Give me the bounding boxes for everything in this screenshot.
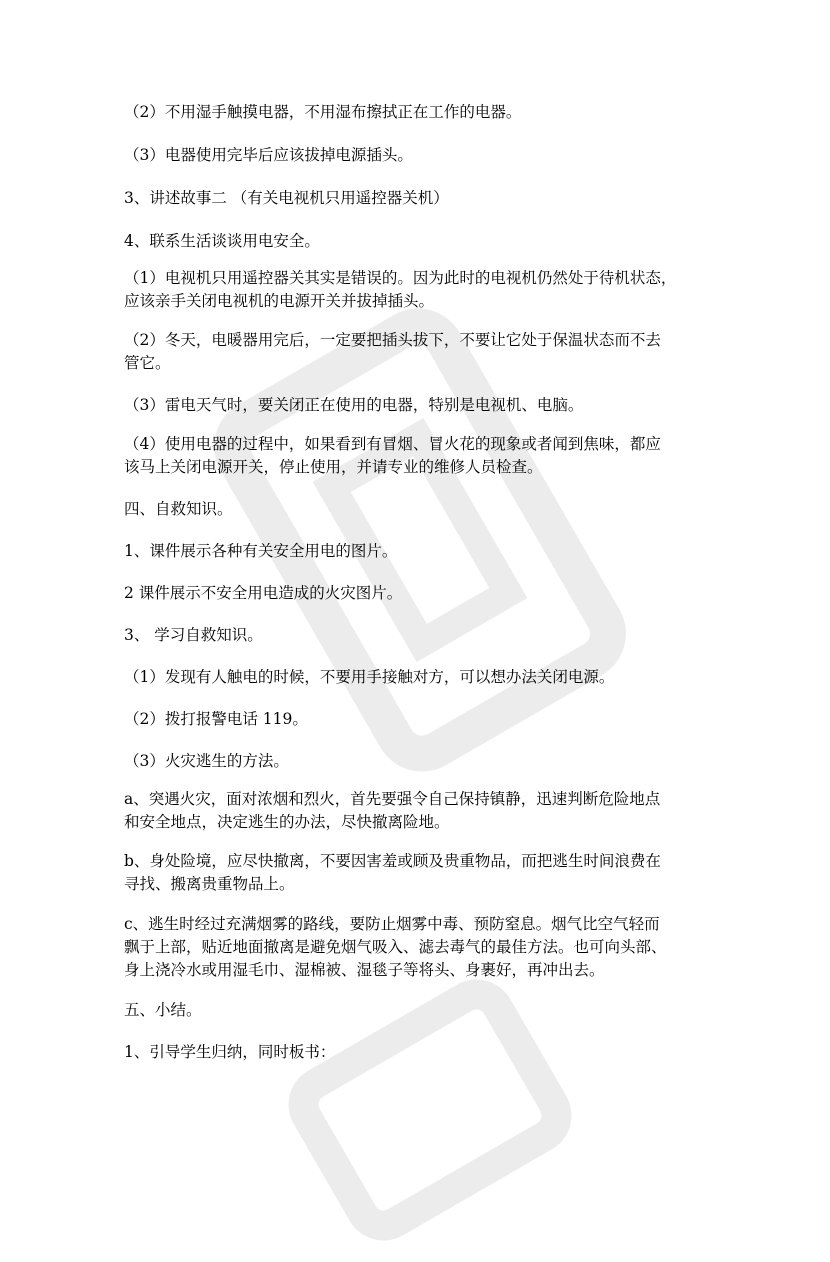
paragraph: （3）雷电天气时，要关闭正在使用的电器，特别是电视机、电脑。 xyxy=(124,396,584,414)
paragraph: （2）不用湿手触摸电器，不用湿布擦拭正在工作的电器。 xyxy=(124,103,522,121)
paragraph: （1）发现有人触电的时候，不要用手接触对方，可以想办法关闭电源。 xyxy=(124,668,615,686)
paragraph-line: b、身处险境，应尽快撤离，不要因害羞或顾及贵重物品，而把逃生时间浪费在 xyxy=(124,852,661,870)
paragraph: （3）火灾逃生的方法。 xyxy=(124,752,289,770)
section-heading: 四、自救知识。 xyxy=(124,500,233,518)
paragraph-line: 和安全地点，决定逃生的办法，尽快撤离险地。 xyxy=(124,813,450,831)
paragraph-line: 该马上关闭电源开关，停止使用，并请专业的维修人员检查。 xyxy=(124,458,543,476)
paragraph: 2 课件展示不安全用电造成的火灾图片。 xyxy=(124,584,403,602)
paragraph: （2）拨打报警电话 119。 xyxy=(124,710,308,728)
section-heading: 五、小结。 xyxy=(124,1001,202,1019)
paragraph: 3、 学习自救知识。 xyxy=(124,626,263,644)
paragraph-line: 寻找、搬离贵重物品上。 xyxy=(124,875,295,893)
paragraph: 3、讲述故事二 （有关电视机只用遥控器关机） xyxy=(124,189,449,207)
paragraph-line: （2）冬天，电暖器用完后，一定要把插头拔下，不要让它处于保温状态而不去 xyxy=(124,331,661,349)
paragraph-line: 身上浇冷水或用湿毛巾、湿棉被、湿毯子等将头、身裹好，再冲出去。 xyxy=(124,961,605,979)
paragraph-line: c、逃生时经过充满烟雾的路线，要防止烟雾中毒、预防窒息。烟气比空气轻而 xyxy=(124,915,660,933)
paragraph-line: 飘于上部，贴近地面撤离是避免烟气吸入、滤去毒气的最佳方法。也可向头部、 xyxy=(124,938,667,956)
paragraph: 1、课件展示各种有关安全用电的图片。 xyxy=(124,542,398,560)
paragraph-line: （1）电视机只用遥控器关其实是错误的。因为此时的电视机仍然处于待机状态， xyxy=(124,269,677,287)
paragraph-line: （4）使用电器的过程中，如果看到有冒烟、冒火花的现象或者闻到焦味，都应 xyxy=(124,435,661,453)
paragraph-line: 应该亲手关闭电视机的电源开关并拔掉插头。 xyxy=(124,292,435,310)
paragraph-line: a、突遇火灾，面对浓烟和烈火，首先要强令自己保持镇静，迅速判断危险地点 xyxy=(124,790,661,808)
paragraph: （3）电器使用完毕后应该拔掉电源插头。 xyxy=(124,146,413,164)
paragraph: 4、联系生活谈谈用电安全。 xyxy=(124,232,320,250)
paragraph-line: 管它。 xyxy=(124,354,171,372)
paragraph: 1、引导学生归纳，同时板书： xyxy=(124,1043,336,1061)
